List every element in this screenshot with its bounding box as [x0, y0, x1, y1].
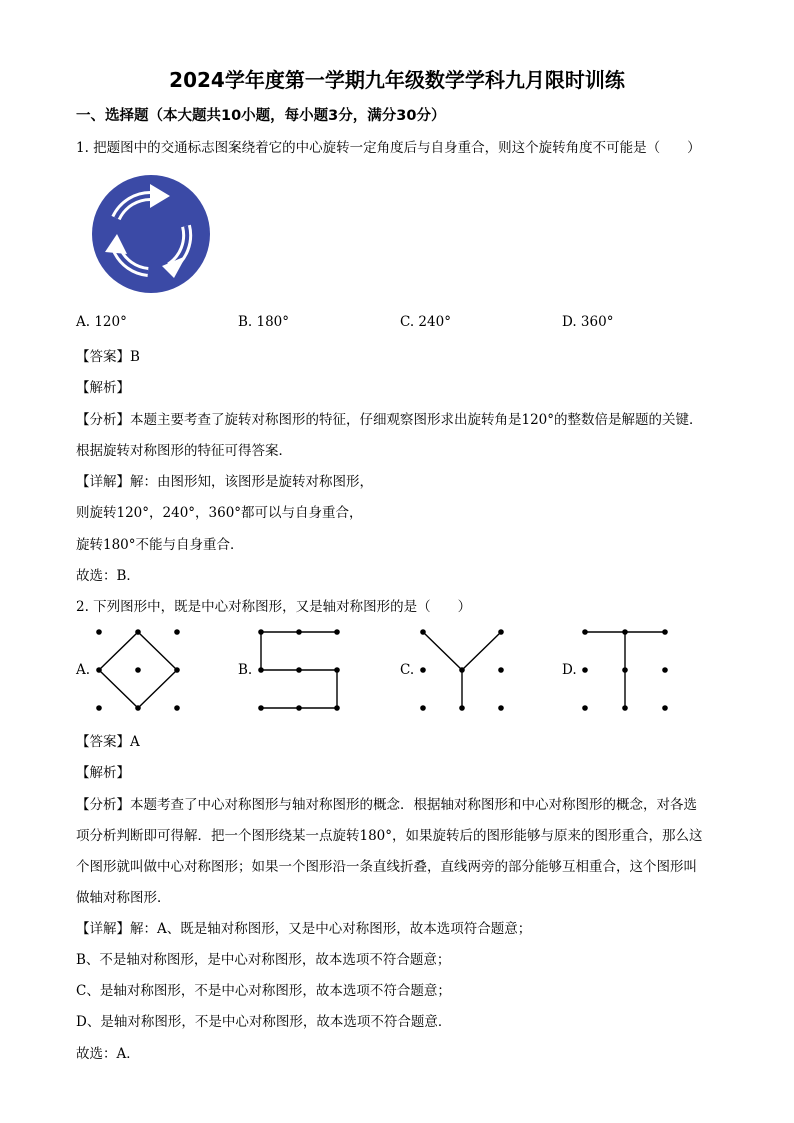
q1-choice: 故选：B．	[76, 568, 140, 584]
q2-label-d: D.	[562, 662, 577, 678]
q2-choice: 故选：A．	[76, 1046, 140, 1062]
q2-detail-d: D、是轴对称图形，不是中心对称图形，故本选项不符合题意．	[76, 1014, 452, 1030]
q1-analysis-heading: 【解析】	[76, 380, 130, 396]
q2-analysis-line4: 做轴对称图形．	[76, 890, 171, 906]
q1-detail-line3: 旋转180°不能与自身重合．	[76, 537, 244, 553]
q2-analysis-line1: 【分析】本题考查了中心对称图形与轴对称图形的概念．根据轴对称图形和中心对称图形的概念，对各选	[76, 797, 697, 813]
q1-detail-line2: 则旋转120°，240°，360°都可以与自身重合，	[76, 505, 363, 521]
q2-figure-d	[576, 624, 672, 716]
q2-label-a: A.	[76, 662, 91, 678]
q2-stem: 2. 下列图形中，既是中心对称图形，又是轴对称图形的是（ ）	[76, 599, 472, 615]
q2-analysis-heading: 【解析】	[76, 765, 130, 781]
q1-detail: 【详解】解：由图形知，该图形是旋转对称图形，	[76, 474, 373, 490]
q1-option-d: D. 360°	[562, 314, 614, 330]
q2-detail-c: C、是轴对称图形，不是中心对称图形，故本选项不符合题意；	[76, 983, 451, 999]
q1-option-b: B. 180°	[238, 314, 290, 330]
roundabout-sign-icon	[90, 174, 212, 294]
q2-analysis-line3: 个图形就叫做中心对称图形；如果一个图形沿一条直线折叠，直线两旁的部分能够互相重合，这个图形叫	[76, 859, 697, 875]
section-heading: 一、选择题（本大题共10小题，每小题3分，满分30分）	[76, 108, 446, 124]
q2-detail-a: 【详解】解：A、既是轴对称图形，又是中心对称图形，故本选项符合题意；	[76, 921, 532, 937]
q2-answer: 【答案】A	[76, 734, 140, 750]
page-title: 2024学年度第一学期九年级数学学科九月限时训练	[169, 68, 625, 92]
q2-figure-b	[252, 624, 348, 716]
q2-figure-a	[90, 624, 186, 716]
q1-answer: 【答案】B	[76, 349, 140, 365]
q2-detail-b: B、不是轴对称图形，是中心对称图形，故本选项不符合题意；	[76, 952, 451, 968]
q1-option-c: C. 240°	[400, 314, 451, 330]
q1-analysis: 【分析】本题主要考查了旋转对称图形的特征，仔细观察图形求出旋转角是120°的整数倍是解题的关键．	[76, 412, 703, 428]
q2-label-c: C.	[400, 662, 415, 678]
q1-option-a: A. 120°	[76, 314, 127, 330]
q2-figure-c	[414, 624, 510, 716]
q1-analysis-cont: 根据旋转对称图形的特征可得答案．	[76, 443, 292, 459]
q2-analysis-line2: 项分析判断即可得解．把一个图形绕某一点旋转180°，如果旋转后的图形能够与原来的图形重合，那么这	[76, 828, 703, 844]
q2-label-b: B.	[238, 662, 253, 678]
q1-stem: 1. 把题图中的交通标志图案绕着它的中心旋转一定角度后与自身重合，则这个旋转角度不可能是（ ）	[76, 140, 701, 156]
